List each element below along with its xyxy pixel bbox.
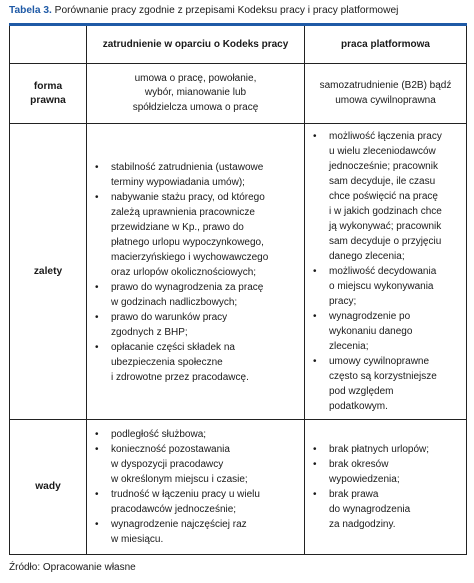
list-item-line: pracy; [329,296,357,307]
list-item-line: w miesiącu. [111,534,164,545]
list-item-line: prawo do warunków pracy [111,312,228,323]
list-item-line: terminy wypowiadania umów); [111,177,245,188]
list-item [87,340,298,385]
list-item-line: w dyspozycji pracodawcy [111,459,224,470]
list-item-line: i w jakich godzinach chce [329,206,442,217]
row-label-forma-prawna: forma prawna [10,64,87,124]
list-item-line: pod względem [329,386,394,397]
header-praca-platformowa: praca platformowa [305,25,467,64]
list-item-line: zlecenia; [329,341,369,352]
list-item-line: danego zlecenia; [329,251,405,262]
row-forma-prawna [10,64,467,124]
list-item-line: chce poświęcić na pracę [329,191,438,202]
source-note: Źródło: Opracowanie własne [9,562,136,573]
list-item-line: macierzyńskiego i wychowawczego [111,252,269,263]
bullet-icon: • [313,444,317,455]
list-item-line: konieczność pozostawania [111,444,230,455]
bullet-icon: • [95,282,99,293]
bullet-icon: • [95,312,99,323]
cell-forma-platformowa: samozatrudnienie (B2B) bądź umowa cywilnoprawna [305,64,467,124]
bullet-icon: • [95,519,99,530]
list-item-line: brak okresów [329,459,389,470]
bullet-icon: • [95,444,99,455]
list-item-line: przewidziane w Kp., prawo do [111,222,244,233]
list-item-line: i zdrowotne przez pracodawcę. [111,372,249,383]
zalety-platformowa-list [305,129,466,414]
row-wady [10,420,467,555]
list-item [305,309,460,354]
list-item-line: o miejscu wykonywania [329,281,434,292]
list-item-line: ubezpieczenia społeczne [111,357,223,368]
bullet-icon: • [313,266,317,277]
cell-forma-kodeks: umowa o pracę, powołanie, wybór, mianowanie lub spółdzielcza umowa o pracę [87,64,305,124]
list-item [305,264,460,309]
list-item-line: wypowiedzenia; [329,474,400,485]
list-item-line: wynagrodzenie najczęściej raz [111,519,247,530]
cell-zalety-kodeks [87,124,305,420]
wady-platformowa-list [305,442,466,532]
list-item [87,517,298,547]
list-item-line: wynagrodzenie po [329,311,411,322]
list-item [305,129,460,264]
list-item [305,442,460,457]
caption-label: Tabela 3. [9,5,52,16]
list-item-line: umowy cywilnoprawne [329,356,430,367]
list-item-line: płatnego urlopu wypoczynkowego, [111,237,264,248]
list-item-line: w godzinach nadliczbowych; [111,297,238,308]
row-label-zalety: zalety [10,124,87,420]
list-item-line: stabilność zatrudnienia (ustawowe [111,162,264,173]
list-item-line: brak prawa [329,489,379,500]
bullet-icon: • [313,131,317,142]
list-item-line: jednocześnie; pracownik [329,161,438,172]
list-item-line: opłacanie części składek na [111,342,235,353]
bullet-icon: • [313,489,317,500]
row-label-wady: wady [10,420,87,555]
comparison-table [9,23,467,555]
list-item-line: za nadgodziny. [329,519,396,530]
list-item-line: sam decyduje, ile czasu [329,176,436,187]
list-item-line: w określonym miejscu i czasie; [111,474,248,485]
list-item-line: u wielu zleceniodawców [329,146,436,157]
caption-text: Porównanie pracy zgodnie z przepisami Kodeksu pracy i pracy platformowej [51,5,399,16]
list-item [87,310,298,340]
list-item [87,280,298,310]
bullet-icon: • [95,162,99,173]
list-item-line: zależą uprawnienia pracownicze [111,207,255,218]
list-item-line: często są korzystniejsze [329,371,437,382]
list-item-line: oraz urlopów okolicznościowych; [111,267,257,278]
bullet-icon: • [95,192,99,203]
bullet-icon: • [313,459,317,470]
list-item-line: wykonaniu danego [329,326,413,337]
list-item-line: podległość służbowa; [111,429,207,440]
list-item-line: nabywanie stażu pracy, od którego [111,192,265,203]
list-item [87,427,298,442]
row-zalety [10,124,467,420]
header-empty-cell [10,25,87,64]
bullet-icon: • [313,311,317,322]
list-item-line: pracodawców jednocześnie; [111,504,237,515]
list-item [87,190,298,280]
bullet-icon: • [95,342,99,353]
list-item-line: trudność w łączeniu pracy u wielu [111,489,260,500]
list-item-line: możliwość decydowania [329,266,437,277]
bullet-icon: • [313,356,317,367]
wady-kodeks-list [87,427,304,547]
header-kodeks-pracy: zatrudnienie w oparciu o Kodeks pracy [87,25,305,64]
list-item [305,354,460,414]
list-item [305,457,460,487]
list-item-line: zgodnych z BHP; [111,327,188,338]
zalety-kodeks-list [87,160,304,385]
table-caption [9,5,398,16]
cell-wady-kodeks [87,420,305,555]
list-item-line: podatkowym. [329,401,388,412]
header-row [10,25,467,64]
list-item-line: ją wykonywać; pracownik [329,221,442,232]
cell-wady-platformowa [305,420,467,555]
list-item [305,487,460,532]
list-item-line: sam decyduje o przyjęciu [329,236,442,247]
bullet-icon: • [95,429,99,440]
list-item [87,160,298,190]
list-item [87,487,298,517]
list-item-line: brak płatnych urlopów; [329,444,430,455]
bullet-icon: • [95,489,99,500]
list-item-line: prawo do wynagrodzenia za pracę [111,282,264,293]
list-item-line: do wynagrodzenia [329,504,411,515]
list-item-line: możliwość łączenia pracy [329,131,442,142]
cell-zalety-platformowa [305,124,467,420]
list-item [87,442,298,487]
